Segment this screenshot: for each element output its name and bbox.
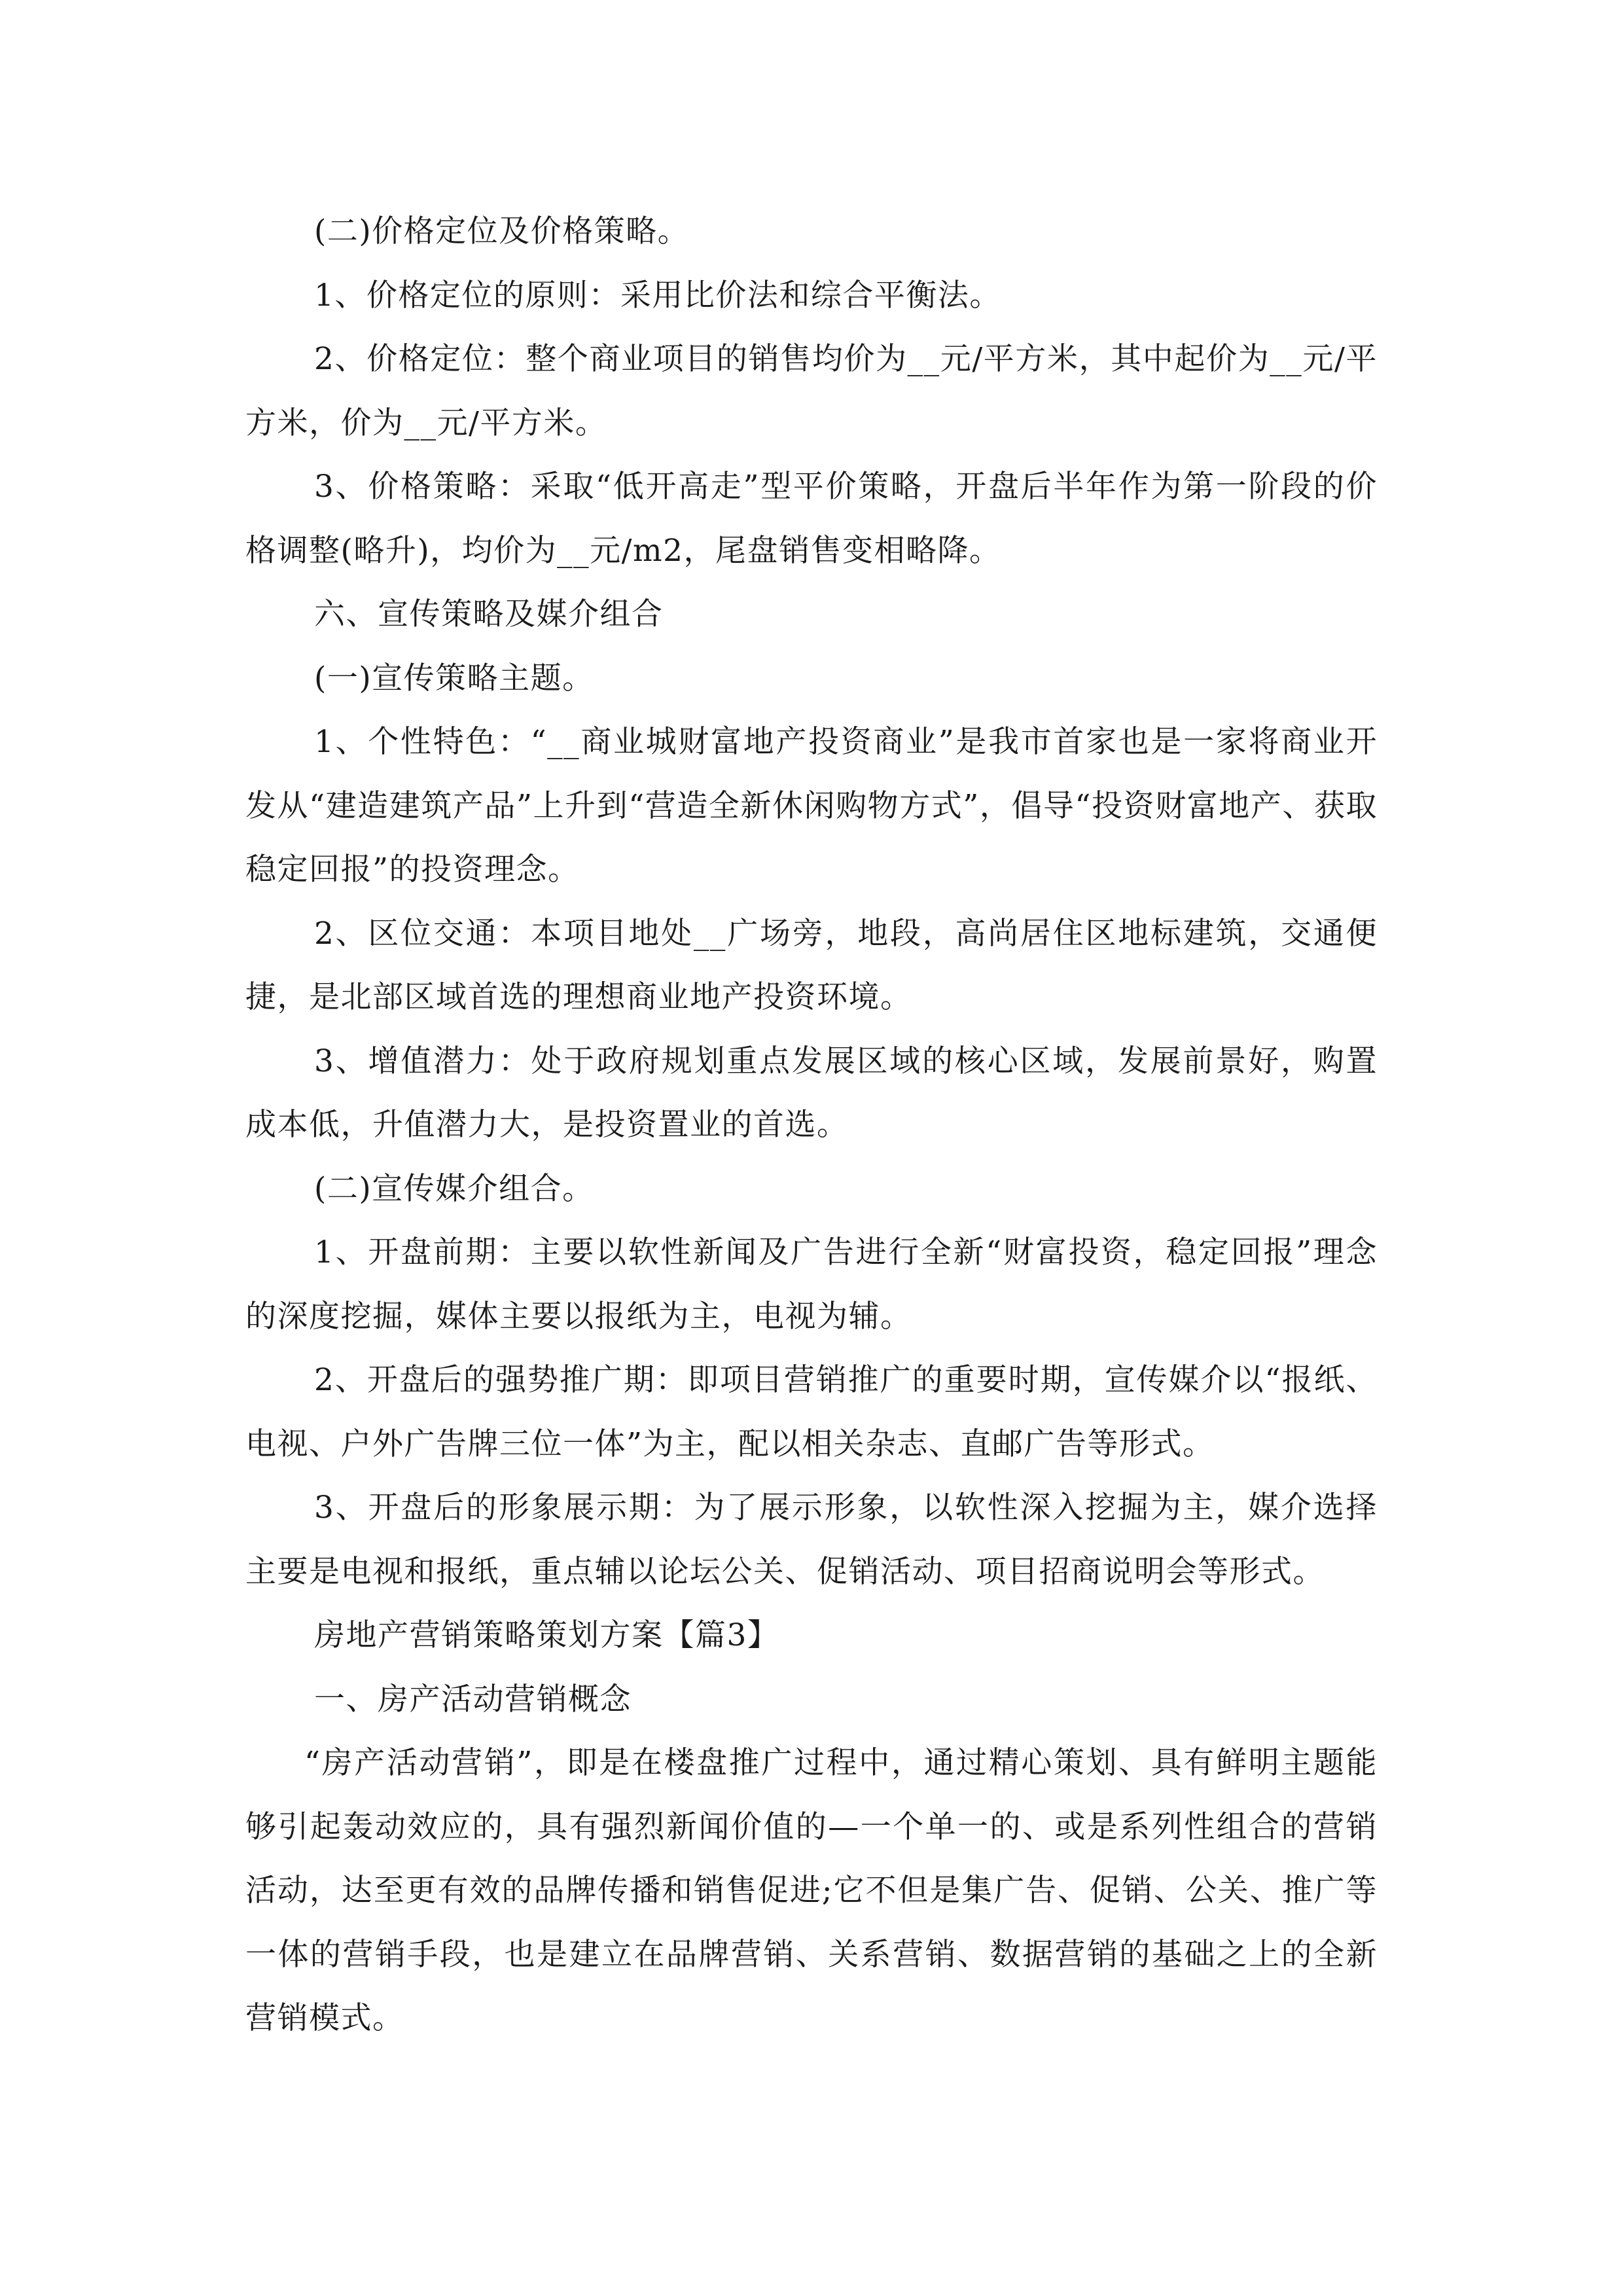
document-body (245, 200, 1378, 2051)
paragraph-location: 2、区位交通：本项目地处__广场旁，地段，高尚居住区地标建筑，交通便捷，是北部区域首选的理想商业地产投资环境。 (245, 915, 1378, 1015)
paragraph-characteristics: 1、个性特色：“__商业城财富地产投资商业”是我市首家也是一家将商业开发从“建造建筑产品”上升到“营造全新休闲购物方式”，倡导“投资财富地产、获取稳定回报”的投资理念。 (245, 724, 1378, 888)
paragraph-price-positioning: 2、价格定位：整个商业项目的销售均价为__元/平方米，其中起价为__元/平方米，价为__元/平方米。 (245, 341, 1378, 441)
section-heading-publicity: 六、宣传策略及媒介组合 (314, 596, 664, 632)
section-heading-price: (二)价格定位及价格策略。 (314, 213, 690, 249)
paragraph-activity-marketing-definition: “房产活动营销”，即是在楼盘推广过程中，通过精心策划、具有鲜明主题能够引起轰动效应的，具有强烈新闻价值的—一个单一的、或是系列性组合的营销活动，达至更有效的品牌传播和销售促进;它不但是集广告、促销、公关、推广等一体的营销手段，也是建立在品牌营销、关系营销、数据营销的基础之上的全新营销模式。 (245, 1745, 1378, 2036)
paragraph-value-potential: 3、增值潜力：处于政府规划重点发展区域的核心区域，发展前景好，购置成本低，升值潜力大，是投资置业的首选。 (245, 1043, 1378, 1143)
section-heading-activity-marketing: 一、房产活动营销概念 (314, 1681, 632, 1717)
paragraph-image-period: 3、开盘后的形象展示期：为了展示形象，以软性深入挖掘为主，媒介选择主要是电视和报纸，重点辅以论坛公关、促销活动、项目招商说明会等形式。 (245, 1490, 1378, 1590)
subsection-heading-media: (二)宣传媒介组合。 (314, 1170, 594, 1207)
paragraph-promotion-period: 2、开盘后的强势推广期：即项目营销推广的重要时期，宣传媒介以“报纸、电视、户外广告牌三位一体”为主，配以相关杂志、直邮广告等形式。 (245, 1362, 1378, 1462)
article-title-part3: 房地产营销策略策划方案【篇3】 (314, 1617, 779, 1653)
paragraph-price-principle: 1、价格定位的原则：采用比价法和综合平衡法。 (314, 277, 1001, 314)
paragraph-pre-opening: 1、开盘前期：主要以软性新闻及广告进行全新“财富投资，稳定回报”理念的深度挖掘，媒体主要以报纸为主，电视为辅。 (245, 1234, 1378, 1335)
paragraph-price-strategy: 3、价格策略：采取“低开高走”型平价策略，开盘后半年作为第一阶段的价格调整(略升)，均价为__元/m2，尾盘销售变相略降。 (245, 469, 1378, 569)
subsection-heading-theme: (一)宣传策略主题。 (314, 660, 594, 696)
